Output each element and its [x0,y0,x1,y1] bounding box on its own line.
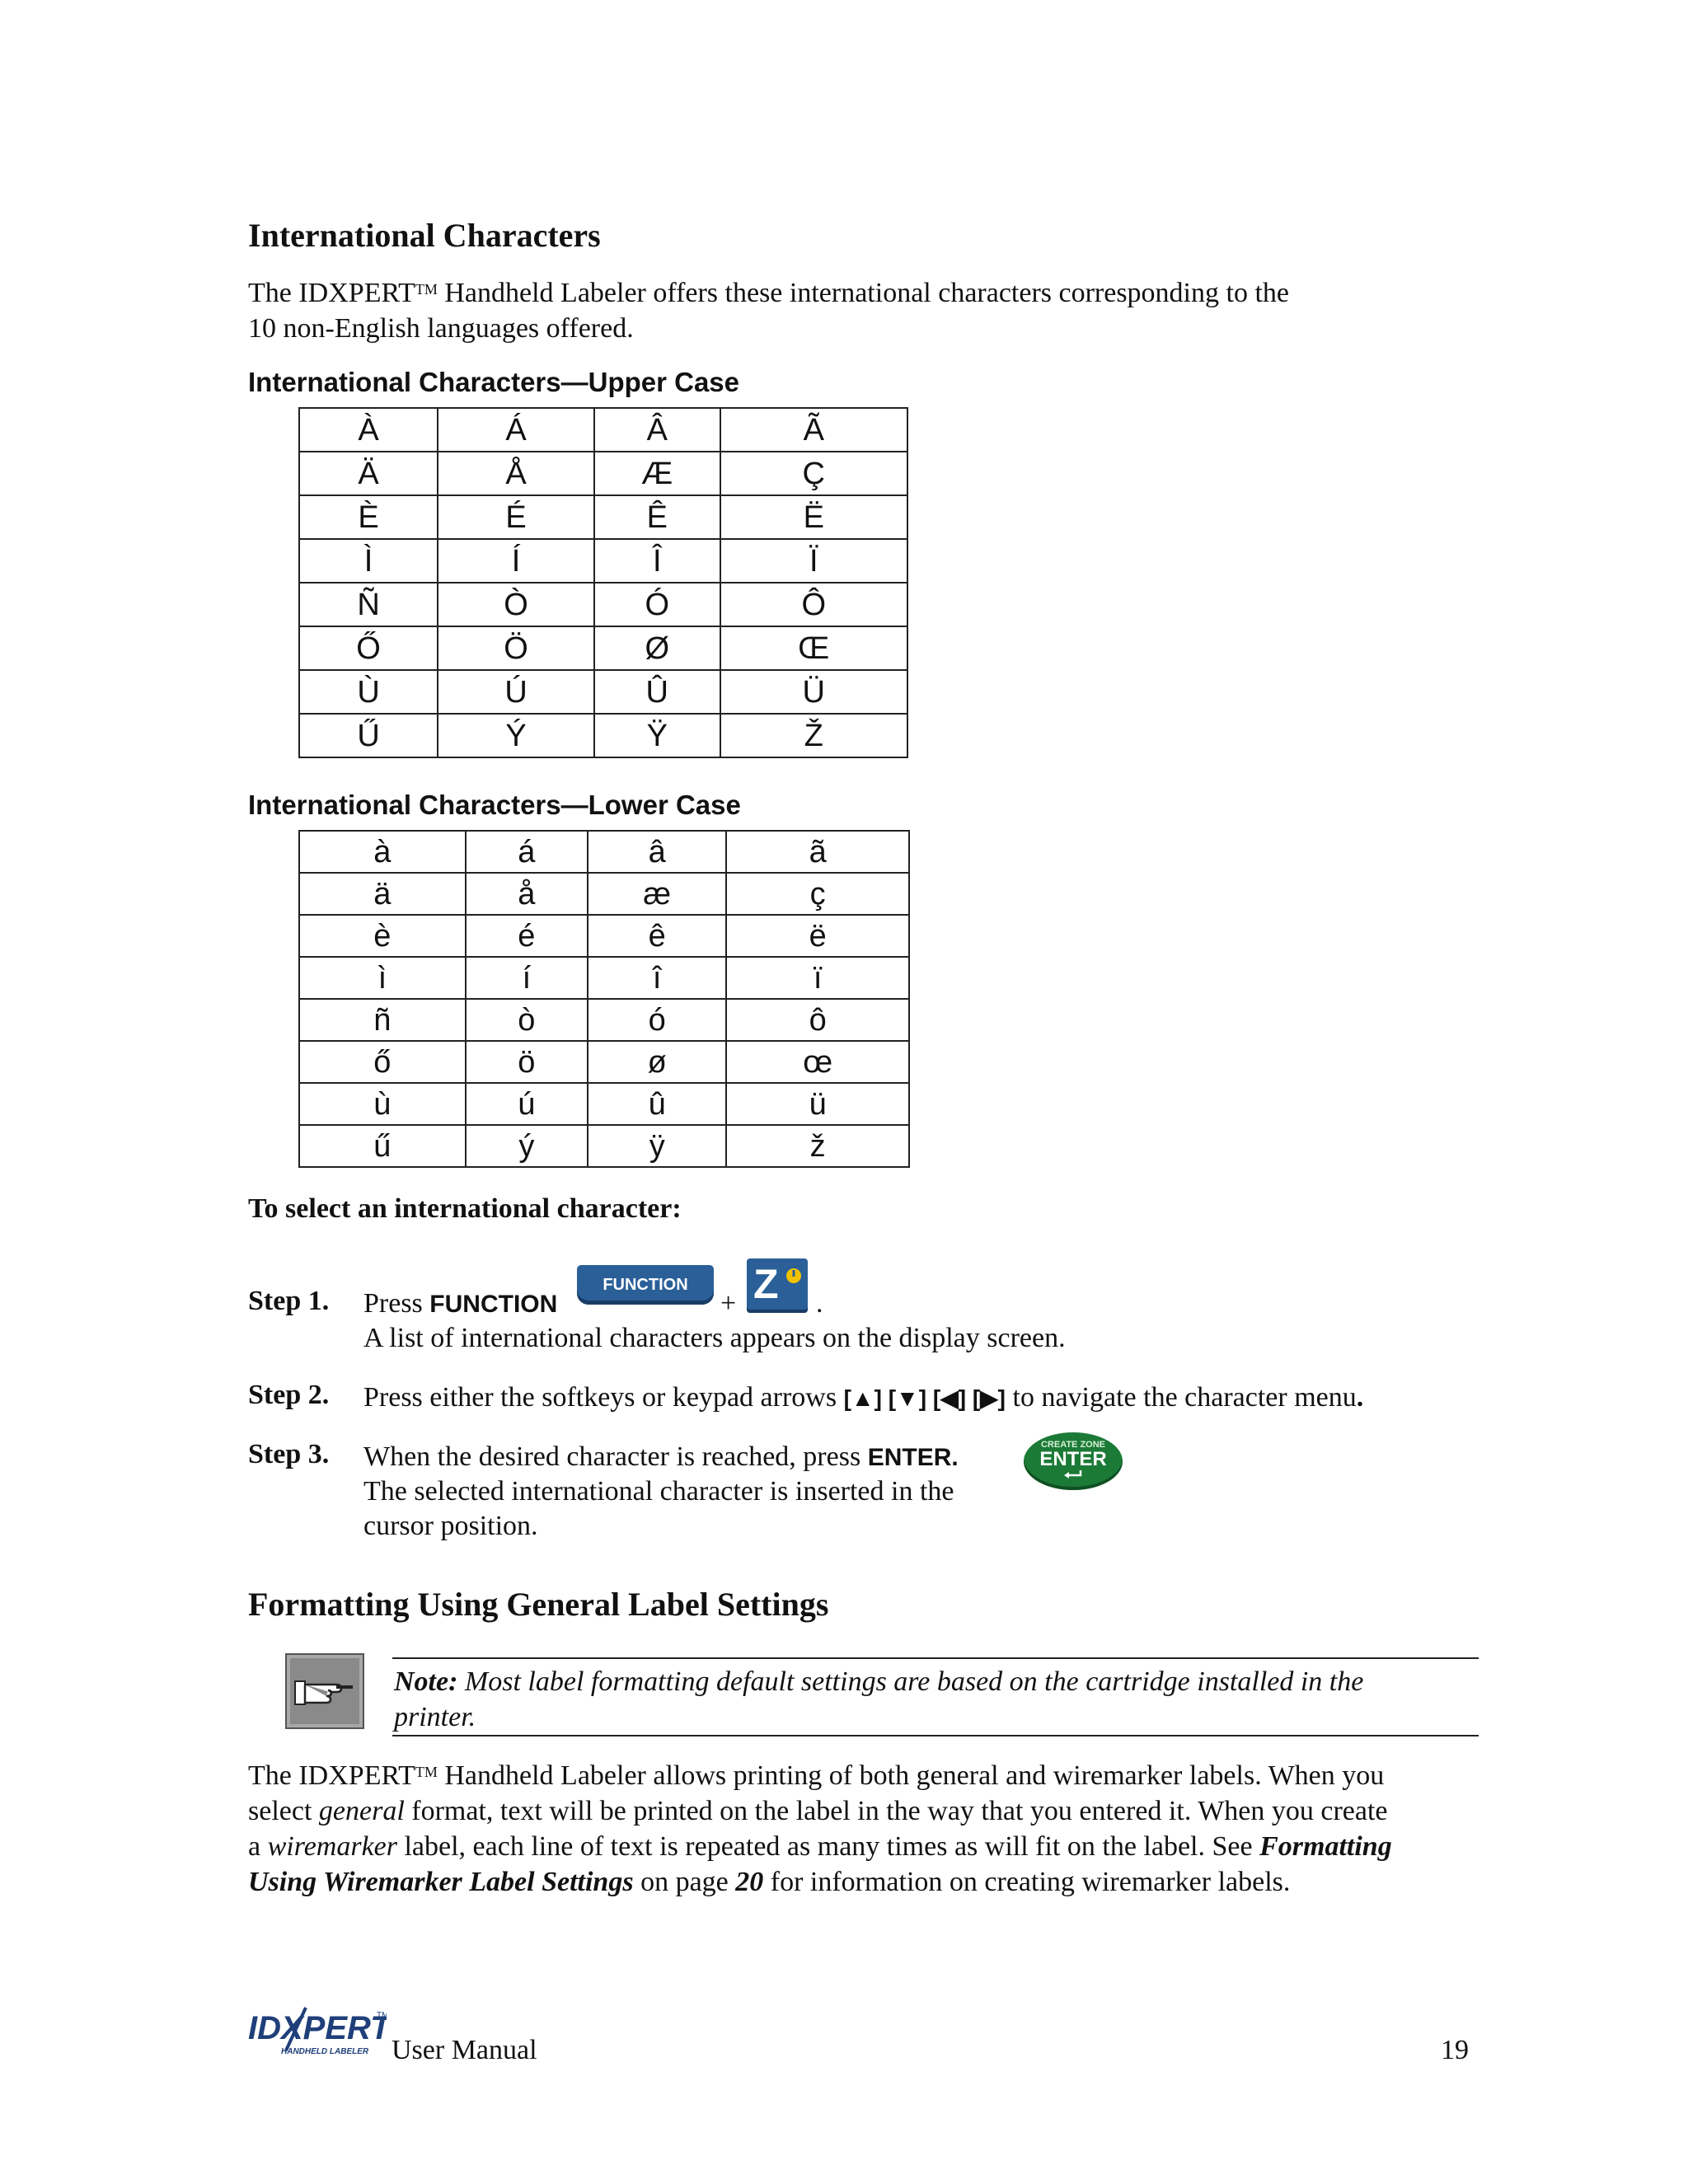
step3-line1 [363,1439,959,1475]
character-cell: è [299,915,466,957]
function-key-label: FUNCTION [577,1265,714,1305]
character-cell: ő [299,1041,466,1083]
character-cell: Ő [299,626,438,670]
character-cell: Ç [720,452,908,495]
enter-arrow-icon [1062,1469,1084,1479]
table-row [299,626,907,670]
power-icon [785,1267,803,1285]
character-cell: ï [726,957,909,999]
note-bottom-rule [392,1735,1479,1736]
step1-text: Press [363,1288,430,1319]
step1-line2: A list of international characters appears on the display screen. [363,1323,1066,1353]
para-line1: Handheld Labeler allows printing of both general and wiremarker labels. When you [437,1760,1385,1791]
step3-line2: The selected international character is inserted in the [363,1476,954,1507]
character-cell: î [588,957,726,999]
character-cell: Â [594,408,720,452]
intro-text-line2: 10 non-English languages offered. [248,313,634,344]
table-row [299,873,909,915]
para-line3-b: label, each line of text is repeated as many times as will fit on the label. See [396,1831,1260,1862]
table-row [299,1083,909,1125]
formatting-paragraph [248,1755,1501,1900]
z-key [747,1258,808,1313]
table-row [299,408,907,452]
character-cell: ì [299,957,466,999]
character-cell: Ò [438,583,594,626]
para-wiremarker-term: wiremarker [267,1831,397,1862]
character-cell: Ù [299,670,438,714]
character-cell: ü [726,1083,909,1125]
para-line4-b: for information on creating wiremarker labels. [763,1867,1291,1897]
cross-reference-link-part1[interactable]: Formatting [1259,1831,1392,1862]
character-cell: ò [466,999,588,1041]
character-cell: Ì [299,539,438,583]
character-cell: Ö [438,626,594,670]
page-reference[interactable]: 20 [735,1867,764,1897]
para-line3-a: a [248,1831,268,1862]
character-cell: Ø [594,626,720,670]
intro-text-line1: Handheld Labeler offers these international characters corresponding to the [437,278,1289,308]
upper-table-caption: International Characters—Upper Case [248,367,740,397]
step1-period: . [816,1288,823,1319]
character-cell: Å [438,452,594,495]
character-cell: å [466,873,588,915]
step2-text [363,1380,1363,1416]
note-label: Note: [394,1666,458,1697]
character-cell: ž [726,1125,909,1167]
footer-manual: User Manual [392,2035,537,2065]
character-cell: Á [438,408,594,452]
step3-text: When the desired character is reached, press [363,1441,868,1472]
table-row [299,831,909,873]
note-line1: Most label formatting default settings are based on the cartridge installed in the [457,1666,1364,1697]
cross-reference-link-part2[interactable]: Using Wiremarker Label Settings [248,1867,634,1897]
lower-table-caption: International Characters—Lower Case [248,790,741,820]
para-tm-mark: TM [415,1764,438,1780]
character-cell: Ã [720,408,908,452]
step2-period: . [1356,1382,1364,1413]
table-row [299,1041,909,1083]
character-cell: Ô [720,583,908,626]
character-cell: À [299,408,438,452]
character-cell: ù [299,1083,466,1125]
table-row [299,1125,909,1167]
character-cell: ç [726,873,909,915]
step1-line1 [363,1286,557,1322]
character-cell: é [466,915,588,957]
table-row [299,452,907,495]
step3-keyword: ENTER. [867,1444,959,1471]
table-row [299,539,907,583]
intro-paragraph [248,272,1484,346]
character-cell: Æ [594,452,720,495]
svg-text:HANDHELD LABELER: HANDHELD LABELER [281,2047,369,2056]
character-cell: Ÿ [594,714,720,757]
character-cell: ý [466,1125,588,1167]
character-cell: Ê [594,495,720,539]
character-cell: ñ [299,999,466,1041]
character-cell: Ž [720,714,908,757]
note-line2: printer. [394,1702,476,1732]
step2-text-post: to navigate the character menu [1006,1382,1357,1413]
step2-text-pre: Press either the softkeys or keypad arrows [363,1382,844,1413]
footer-logo [246,2003,387,2060]
character-cell: Î [594,539,720,583]
step1-label: Step 1. [248,1286,330,1316]
character-cell: Ý [438,714,594,757]
character-cell: ÿ [588,1125,726,1167]
svg-text:IDXPERT: IDXPERT [248,2010,387,2046]
table-row [299,583,907,626]
enter-key-top-label: CREATE ZONE [1040,1440,1106,1450]
svg-text:TM: TM [377,2011,387,2020]
character-cell: ú [466,1083,588,1125]
character-cell: à [299,831,466,873]
table-row [299,670,907,714]
step3-line3: cursor position. [363,1511,538,1541]
idxpert-logo [246,2003,387,2060]
character-cell: â [588,831,726,873]
character-cell: Ñ [299,583,438,626]
plus-sign: + [720,1288,737,1319]
character-cell: ê [588,915,726,957]
character-cell: Ú [438,670,594,714]
character-cell: Ü [720,670,908,714]
table-row [299,495,907,539]
character-cell: Ë [720,495,908,539]
character-cell: Ä [299,452,438,495]
character-cell: ä [299,873,466,915]
table-row [299,957,909,999]
pointing-hand-icon [293,1673,356,1709]
character-cell: È [299,495,438,539]
character-cell: ó [588,999,726,1041]
character-cell: á [466,831,588,873]
section-title-international: International Characters [248,217,601,254]
character-cell: Ű [299,714,438,757]
para-general-term: general [318,1796,405,1826]
lower-case-table [298,830,910,1168]
character-cell: Í [438,539,594,583]
character-cell: æ [588,873,726,915]
para-line2-b: format, text will be printed on the label in the way that you entered it. When you create [404,1796,1388,1826]
character-cell: û [588,1083,726,1125]
character-cell: œ [726,1041,909,1083]
character-cell: ë [726,915,909,957]
table-row [299,915,909,957]
character-cell: Ó [594,583,720,626]
character-cell: É [438,495,594,539]
note-text [394,1664,1482,1735]
note-top-rule [392,1657,1479,1659]
table-row [299,999,909,1041]
step2-label: Step 2. [248,1380,330,1410]
character-cell: ö [466,1041,588,1083]
intro-brand: The IDXPERT [248,278,415,308]
character-cell: ű [299,1125,466,1167]
upper-case-table [298,407,908,758]
section-title-formatting: Formatting Using General Label Settings [248,1586,829,1623]
character-cell: ã [726,831,909,873]
para-brand: The IDXPERT [248,1760,415,1791]
character-cell: Ï [720,539,908,583]
character-cell: Œ [720,626,908,670]
step1-keyword: FUNCTION [429,1291,558,1318]
enter-key [1024,1432,1123,1490]
character-cell: ô [726,999,909,1041]
tm-mark: TM [415,281,438,298]
character-cell: Û [594,670,720,714]
enter-key-label: ENTER [1039,1448,1107,1470]
arrow-keys: [▲] [▼] [◀] [▶] [843,1385,1006,1411]
table-row [299,714,907,757]
para-line4-a: on page [633,1867,736,1897]
select-heading: To select an international character: [248,1193,682,1224]
function-key [577,1265,714,1305]
step3-label: Step 3. [248,1439,330,1469]
note-icon-box [285,1653,364,1729]
z-key-letter: Z [753,1261,779,1307]
character-cell: í [466,957,588,999]
para-line2-a: select [248,1796,319,1826]
character-cell: ø [588,1041,726,1083]
page-number: 19 [1441,2035,1469,2065]
